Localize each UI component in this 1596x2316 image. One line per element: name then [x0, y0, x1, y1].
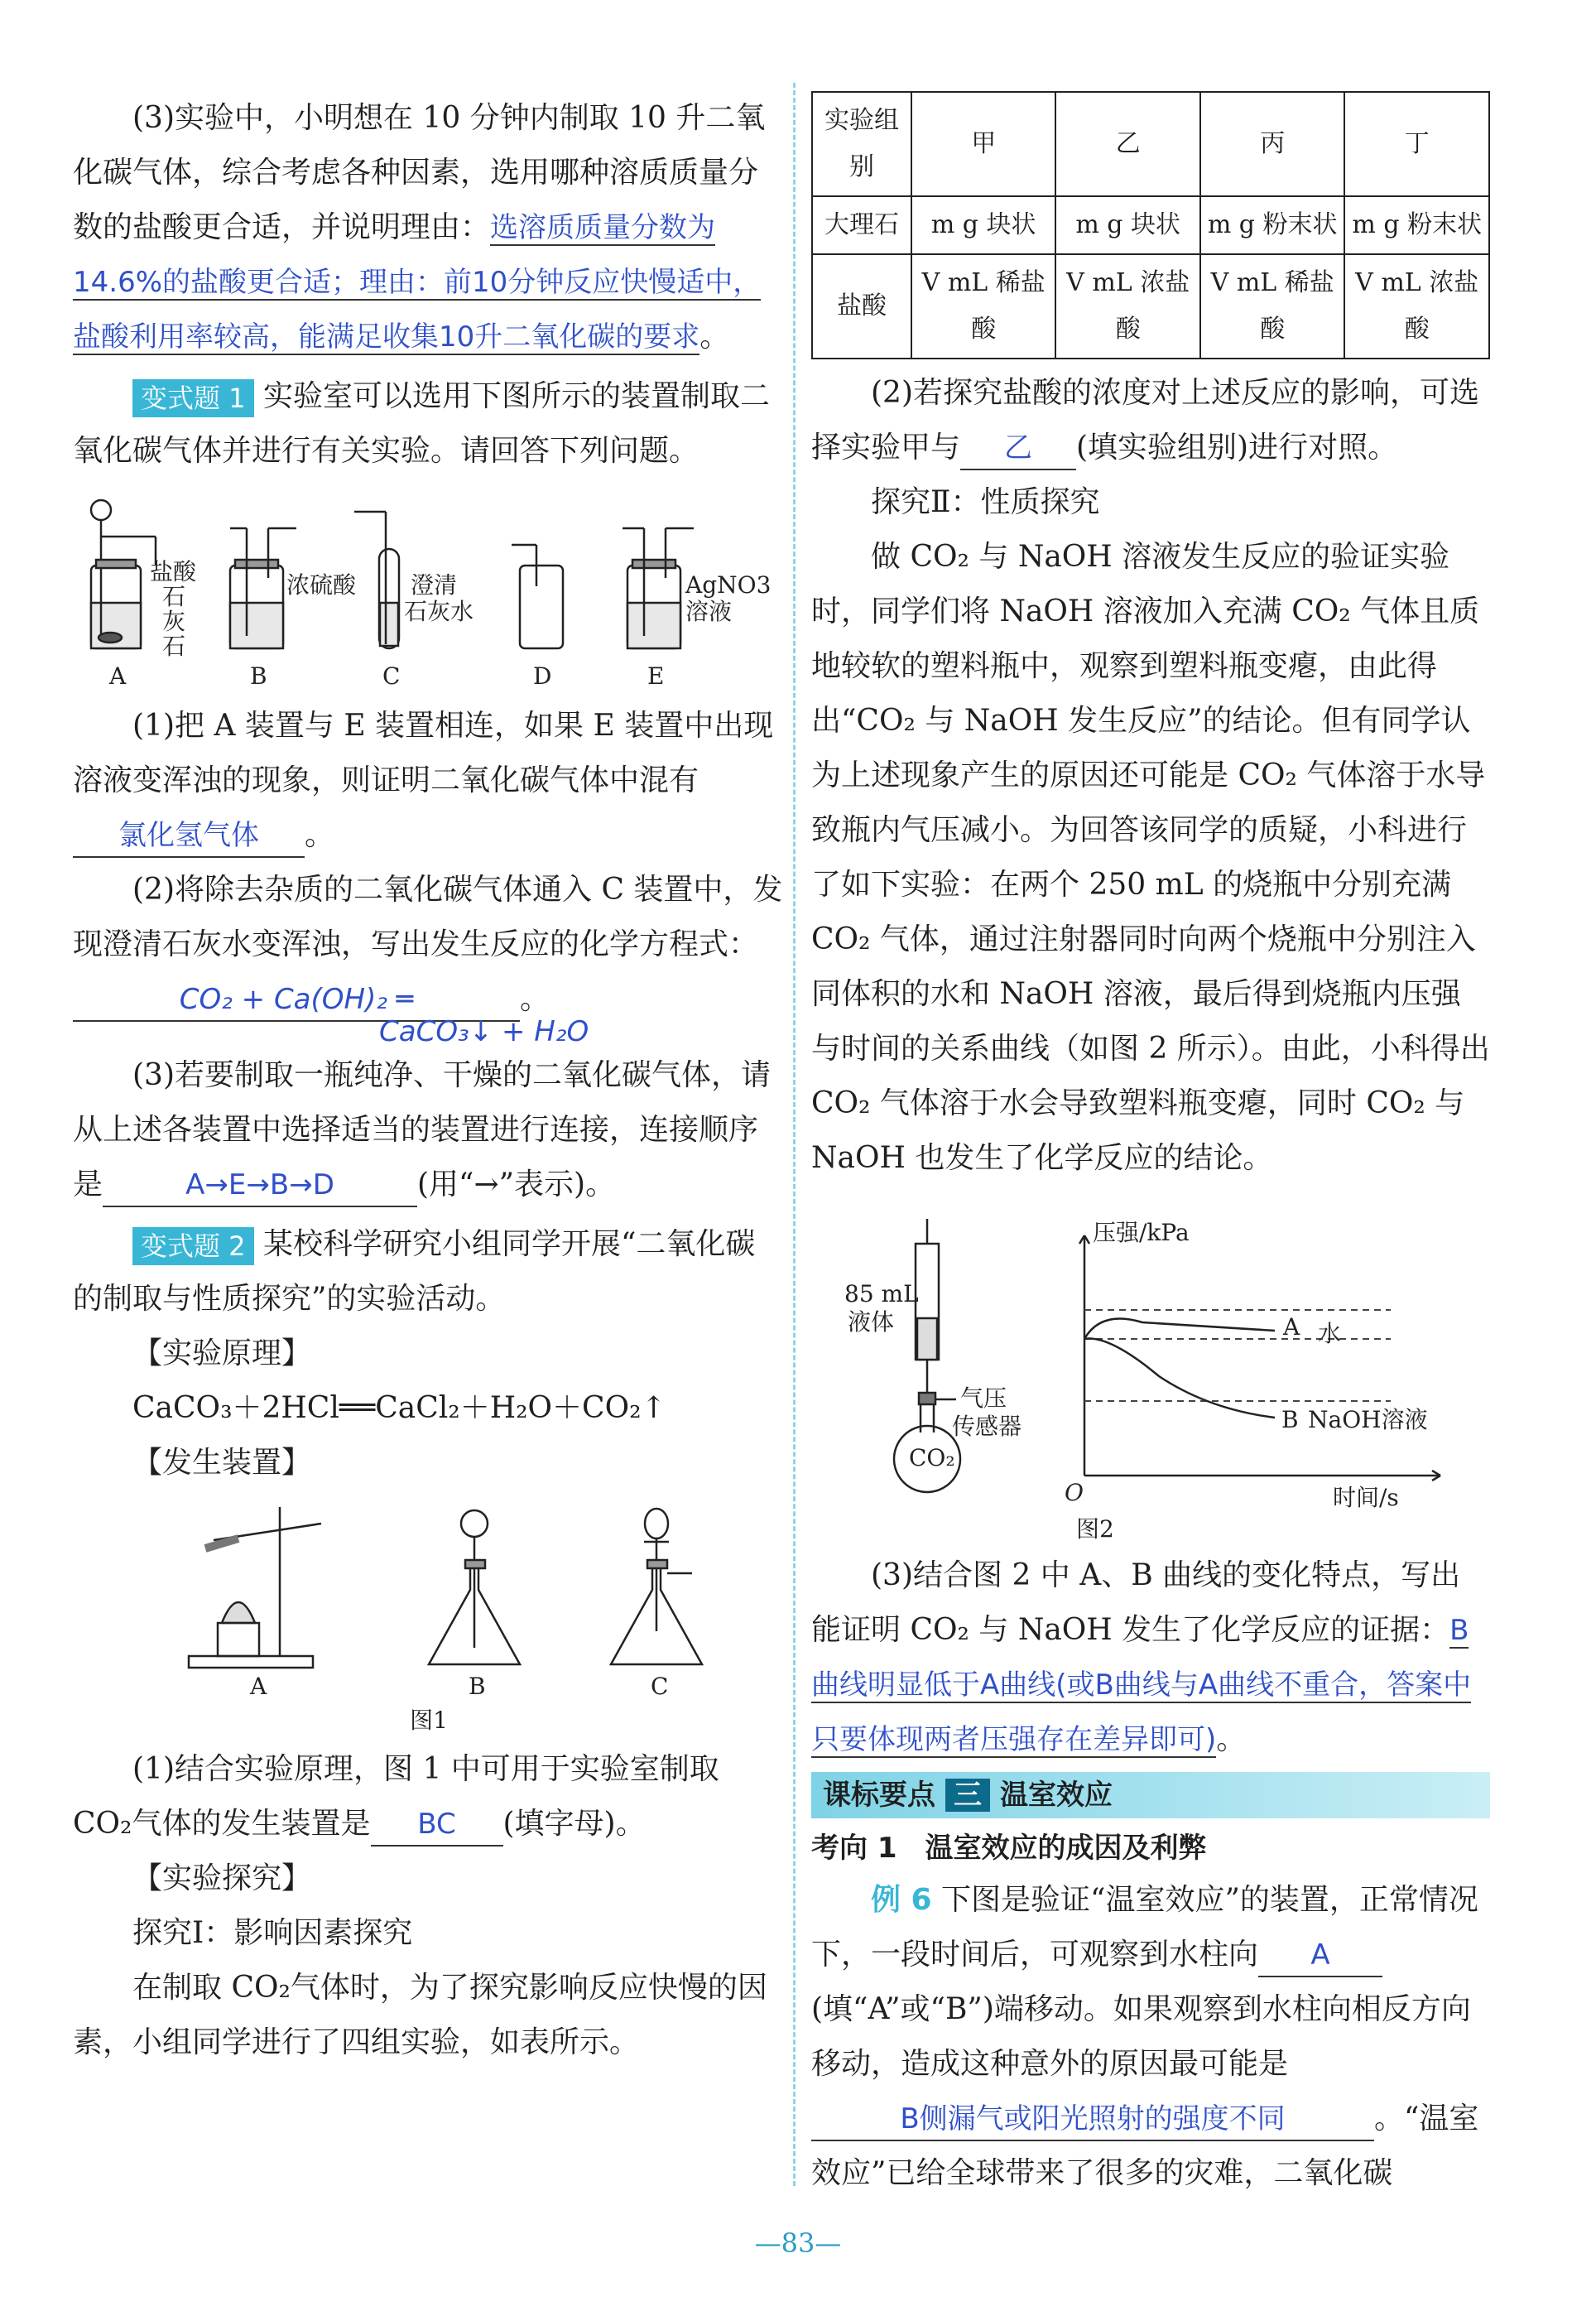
fig-label-a: A [109, 662, 127, 690]
right-q2-answer: 乙 [960, 427, 1076, 470]
a-label-4: 石 [162, 633, 186, 660]
a-label-2: 石 [162, 583, 186, 610]
c-label-2: 石灰水 [404, 598, 474, 625]
sensor-label-1: 气压 [960, 1384, 1007, 1412]
example-6-answer-1: A [1258, 1934, 1382, 1977]
example-6-tag: 例 6 [871, 1883, 932, 1917]
left-column [73, 91, 785, 2070]
explore-2: 探究Ⅱ：性质探究 [871, 485, 1100, 519]
table-cell: m g 粉末状 [1344, 196, 1489, 254]
table-cell: V mL 浓盐酸 [1055, 254, 1200, 359]
syringe-label-1: 85 mL [844, 1280, 919, 1307]
figure-1-svg [73, 1490, 785, 1706]
fig-label-b: B [250, 662, 267, 690]
variant-1-q3: (3)若要制取一瓶纯净、干燥的二氧化碳气体，请从上述各装置中选择适当的装置进行连接，连接顺序是 A→E→B→D (用“→”表示)。 [73, 1048, 785, 1212]
variant-1-q2-answer-1: CO₂ + Ca(OH)₂ ═ [73, 979, 520, 1022]
experiment-table [811, 91, 1490, 359]
explore-2-paragraph: 做 CO₂ 与 NaOH 溶液发生反应的验证实验时，同学们将 NaOH 溶液加入充满 CO₂ 气体且质地较软的塑料瓶中，观察到塑料瓶变瘪，由此得出“CO₂ 与 NaOH 发生反应”的结论。但有同学认为上述现象产生的原因还可能是 CO₂ 气体溶于水导致瓶内气压减小。为回答该同学的质疑，小科进行了如下实验：在两个 250 mL 的烧瓶中分别充满 CO₂ 气体，通过注射器同时向两个烧瓶中分别注入同体积的水和 NaOH 溶液，最后得到烧瓶内压强与时间的关系曲线（如图 2 所示）。由此，小科得出 CO₂ 气体溶于水会导致塑料瓶变瘪，同时 CO₂ 与 NaOH 也发生了化学反应的结论。 [811, 540, 1490, 1175]
table-cell: m g 块状 [1055, 196, 1200, 254]
fig-label-d: D [533, 662, 552, 690]
reaction-equation: CaCO₃＋2HCl══CaCl₂＋H₂O＋CO₂↑ [132, 1391, 666, 1425]
table-header-cell: 丁 [1344, 92, 1489, 196]
variant-2-tag: 变式题 2 [132, 1227, 254, 1265]
fig1-label-a: A [250, 1673, 267, 1700]
flask-label: CO₂ [909, 1444, 955, 1471]
page-number: —83— [754, 2227, 842, 2259]
table-row [812, 254, 1489, 359]
table-cell: V mL 浓盐酸 [1344, 254, 1489, 359]
kao-heading: 考向 1 温室效应的成因及利弊 [811, 1832, 1207, 1865]
a-label-3: 灰 [162, 608, 186, 635]
figure-2-svg [811, 1211, 1490, 1542]
syringe-label-2: 液体 [848, 1308, 895, 1336]
variant-1-q3-answer: A→E→B→D [103, 1164, 417, 1207]
curve-b [1084, 1339, 1275, 1418]
variant-2-intro: 变式题 2 某校科学研究小组同学开展“二氧化碳的制取与性质探究”的实验活动。 [73, 1227, 756, 1316]
fig-label-e: E [647, 662, 665, 690]
table-cell: m g 粉末状 [1200, 196, 1345, 254]
table-header-cell: 实验组别 [812, 92, 911, 196]
explore-1-text: 在制取 CO₂气体时，为了探究影响反应快慢的因素，小组同学进行了四组实验，如表所示。 [73, 1971, 767, 2059]
table-cell: 大理石 [812, 196, 911, 254]
right-q3-answer: B曲线明显低于A曲线(或B曲线与A曲线不重合，答案中只要体现两者压强存在差异即可) [811, 1614, 1472, 1756]
origin-label: O [1065, 1479, 1084, 1506]
c-label-1: 澄清 [411, 571, 458, 599]
table-header-row [812, 92, 1489, 196]
table-cell: m g 块状 [911, 196, 1056, 254]
right-q2: (2)若探究盐酸的浓度对上述反应的影响，可选择实验甲与 乙 (填实验组别)进行对照。 [811, 366, 1490, 475]
figure-2-caption: 图2 [1076, 1515, 1114, 1542]
apparatus-svg [73, 487, 785, 694]
b-label: 浓硫酸 [286, 571, 357, 599]
curve-a [1084, 1319, 1275, 1340]
fig-label-c: C [382, 662, 401, 690]
column-divider [793, 83, 796, 2186]
section-chip: 三 [945, 1779, 990, 1812]
figure-1-caption: 图1 [410, 1707, 448, 1734]
curve-b-name: NaOH溶液 [1308, 1406, 1428, 1433]
apparatus-figure-1 [73, 487, 785, 694]
variant-1-intro: 变式题 1 实验室可以选用下图所示的装置制取二氧化碳气体并进行有关实验。请回答下列问题。 [73, 379, 771, 468]
curve-a-label: A [1283, 1313, 1300, 1341]
a-label-1: 盐酸 [150, 558, 197, 585]
variant-2-q1-answer: BC [371, 1803, 503, 1847]
device-heading: 【发生装置】 [132, 1446, 312, 1480]
explore-1: 探究Ⅰ：影响因素探究 [132, 1916, 413, 1950]
right-q3: (3)结合图 2 中 A、B 曲线的变化特点，写出能证明 CO₂ 与 NaOH 发生了化学反应的证据：B曲线明显低于A曲线(或B曲线与A曲线不重合，答案中只要体现两者压强存在差异即可)。 [811, 1558, 1472, 1756]
table-header-cell: 乙 [1055, 92, 1200, 196]
table-cell: V mL 稀盐酸 [911, 254, 1056, 359]
variant-2-q1: (1)结合实验原理，图 1 中可用于实验室制取 CO₂气体的发生装置是 BC (填字母)。 [73, 1742, 785, 1851]
e-label-2: 溶液 [685, 598, 733, 625]
apparatus-figure-2 [73, 1490, 785, 1706]
variant-1-tag: 变式题 1 [132, 379, 254, 417]
y-axis-label: 压强/kPa [1093, 1219, 1190, 1246]
variant-1-q2: (2)将除去杂质的二氧化碳气体通入 C 装置中，发现澄清石灰水变浑浊，写出发生反应的化学方程式：CO₂ + Ca(OH)₂ ═ 。 [73, 863, 785, 1027]
table-header-cell: 丙 [1200, 92, 1345, 196]
fig1-label-b: B [469, 1673, 486, 1700]
section-header: 课标要点 三 温室效应 [811, 1772, 1490, 1818]
table-header-cell: 甲 [911, 92, 1056, 196]
curve-b-label: B [1281, 1406, 1299, 1433]
x-axis-label: 时间/s [1333, 1484, 1399, 1511]
table-cell: V mL 稀盐酸 [1200, 254, 1345, 359]
example-6: 例 6 下图是验证“温室效应”的装置，正常情况下，一段时间后，可观察到水柱向 A(填“A”或“B”)端移动。如果观察到水柱向相反方向移动，造成这种意外的原因最可能是B侧漏气或阳光照射的强度不同 。“温室效应”已给全球带来了很多的灾难，二氧化碳 [811, 1883, 1479, 2190]
sensor-label-2: 传感器 [952, 1413, 1022, 1440]
q3-question: (3)实验中，小明想在 10 分钟内制取 10 升二氧化碳气体，综合考虑各种因素，选用哪种溶质质量分数的盐酸更合适，并说明理由：选溶质质量分数为14.6%的盐酸更合适；理由：前10分钟反应快慢适中，盐酸利用率较高，能满足收集10升二氧化碳的要求。 [73, 101, 766, 354]
variant-1-q1-answer: 氯化氢气体 [73, 815, 305, 858]
principle-heading: 【实验原理】 [132, 1336, 312, 1370]
variant-1-q1: (1)把 A 装置与 E 装置相连，如果 E 装置中出现溶液变浑浊的现象，则证明二氧化碳气体中混有氯化氢气体 。 [73, 699, 785, 863]
table-cell: 盐酸 [812, 254, 911, 359]
variant-1-q2-answer-2: CaCO₃↓ + H₂O [379, 1015, 589, 1048]
right-column [811, 91, 1490, 2201]
curve-a-name: 水 [1318, 1320, 1342, 1347]
explore-heading: 【实验探究】 [132, 1861, 312, 1895]
example-6-answer-2: B侧漏气或阳光照射的强度不同 [811, 2098, 1374, 2141]
table-row [812, 196, 1489, 254]
figure-2 [811, 1211, 1490, 1542]
q3-answer: 选溶质质量分数为14.6%的盐酸更合适；理由：前10分钟反应快慢适中，盐酸利用率较高，能满足收集10升二氧化碳的要求 [73, 211, 762, 354]
e-label-1: AgNO3 [685, 571, 772, 599]
fig1-label-c: C [651, 1673, 669, 1700]
